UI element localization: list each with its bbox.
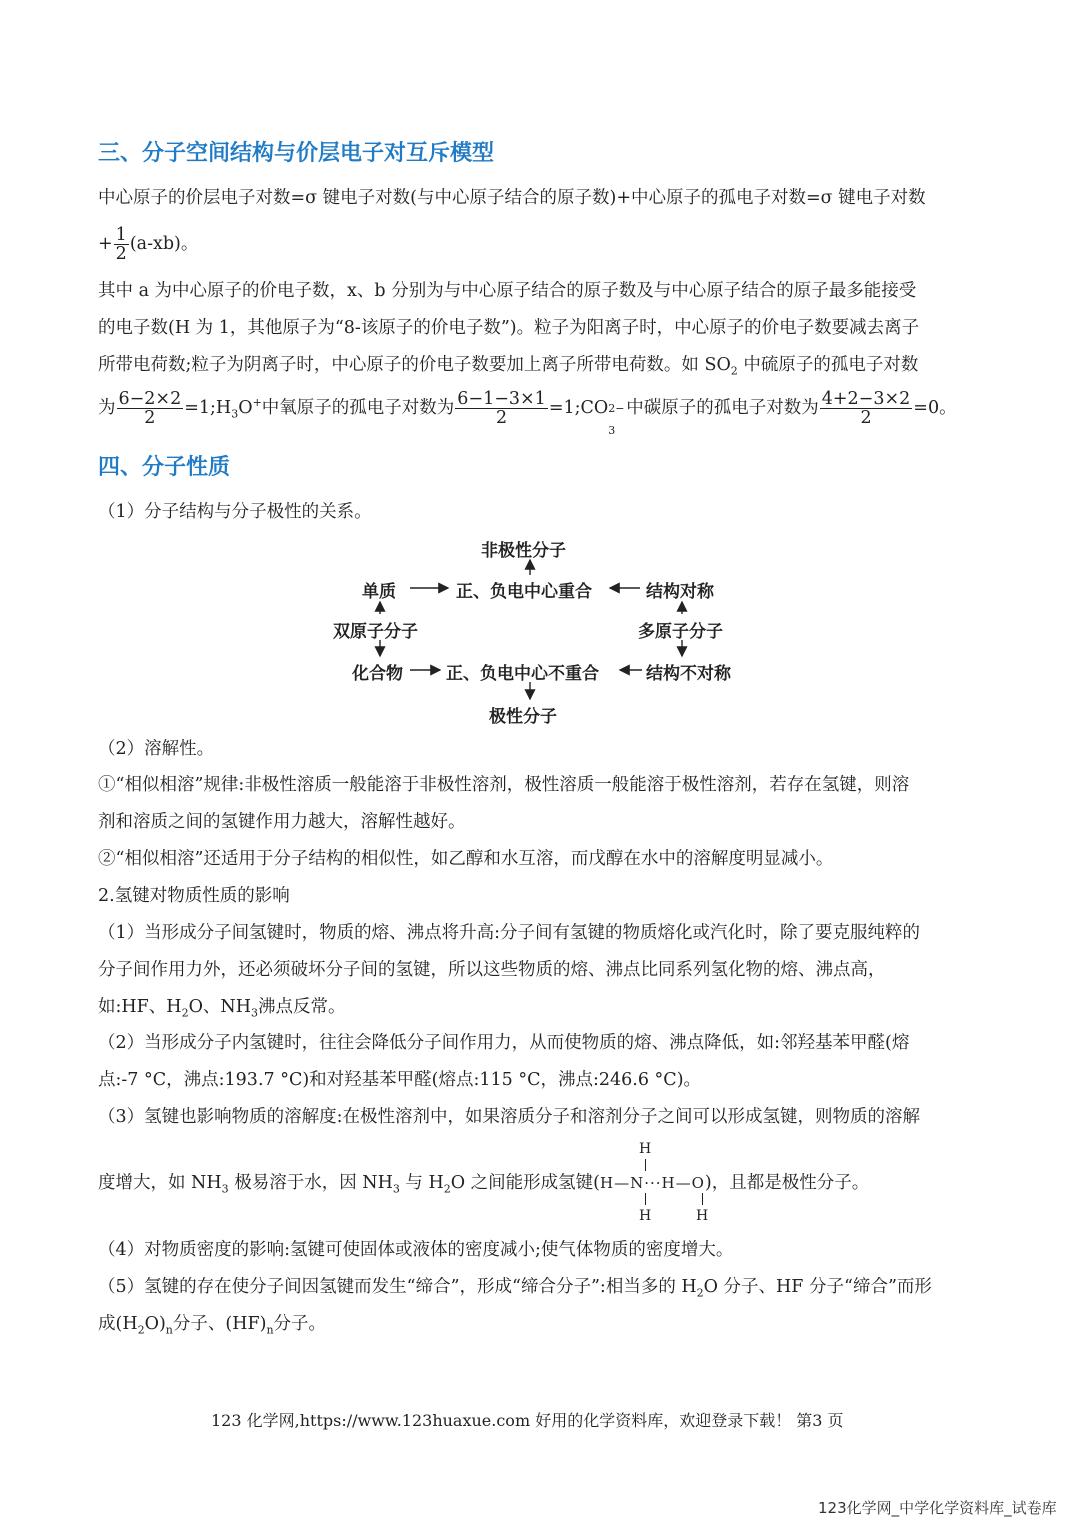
watermark: 123化学网_中学化学资料库_试卷库 (818, 1499, 1057, 1517)
page-footer: 123 化学网,https://www.123huaxue.com 好用的化学资料库，欢迎登录下载！ 第3 页 (211, 1411, 844, 1430)
hbond-formula: H—N···H—O (599, 1174, 705, 1192)
formula-bottom-h2: H (696, 1208, 709, 1224)
vsepr-formula-line: 中心原子的价层电子对数=σ 键电子对数(与中心原子结合的原子数)+中心原子的孤电子对数=σ 键电子对数 (98, 188, 926, 208)
hbond-2-line: 点:-7 °C，沸点:193.7 °C)和对羟基苯甲醛(熔点:115 °C，沸点:246.6 °C)。 (98, 1070, 702, 1090)
formula-bond-bottom-1 (645, 1193, 646, 1205)
hbond-1-line: 如:HF、$H_2O$、$NH_3$沸点反常。 (98, 997, 346, 1020)
node-polar: 极性分子 (489, 707, 557, 727)
polarity-diagram (320, 530, 760, 730)
hbond-5-line: 成$(H_2O)_n$分子、$(HF)_n$分子。 (98, 1314, 327, 1337)
node-simple: 单质 (362, 582, 396, 602)
hbond-3-line: （3）氢键也影响物质的溶解度:在极性溶剂中，如果溶质分子和溶剂分子之间可以形成氢键，则物质的溶解 (98, 1107, 921, 1127)
hbond-4: （4）对物质密度的影响:氢键可使固体或液体的密度减小;使气体物质的密度增大。 (98, 1240, 734, 1260)
formula-top-h: H (639, 1141, 652, 1157)
para-line: 其中 a 为中心原子的价电子数，x、b 分别为与中心原子结合的原子数及与中心原子结合的原子最多能接受 (98, 281, 917, 301)
section-4-title: 四、分子性质 (98, 455, 231, 480)
node-diatomic: 双原子分子 (333, 622, 418, 642)
item-1: （1）分子结构与分子极性的关系。 (98, 502, 372, 522)
rule-2: ②“相似相溶”还适用于分子结构的相似性，如乙醇和水互溶，而戊醇在水中的溶解度明显减小。 (98, 849, 834, 869)
formula-bond-bottom-2 (702, 1193, 703, 1205)
hbond-1-line: 分子间作用力外，还必须破坏分子间的氢键，所以这些物质的熔、沸点比同系列氢化物的熔、沸点高， (98, 960, 886, 980)
node-coincide: 正、负电中心重合 (456, 582, 592, 602)
formula-bond-top (645, 1159, 646, 1171)
lone-pair-examples: 为 $\frac{6-2\times 2}{2}$ $=1;H_3O^+$中氧原子的孤电子对数为 $\frac{6-1-3\times 1}{2}$ =1;CO 2− 3 中碳原子的孤电子对数为 $\frac{4+2-3\times 2}{2}$ =0。 (98, 389, 957, 437)
rule-1-line: ①“相似相溶”规律:非极性溶质一般能溶于非极性溶剂，极性溶质一般能溶于极性溶剂，若存在氢键，则溶 (98, 775, 910, 795)
hbond-2-line: （2）当形成分子内氢键时，往往会降低分子间作用力，从而使物质的熔、沸点降低，如:邻羟基苯甲醛(熔 (98, 1033, 910, 1053)
formula-bottom-h1: H (639, 1208, 652, 1224)
section-3-title: 三、分子空间结构与价层电子对互斥模型 (98, 141, 495, 166)
hbond-3-line: 度增大，如 $NH_3$ 极易溶于水，因 $NH_3$ 与 $H_2O$ 之间能形成氢键(H—N···H—O)，且都是极性分子。 (98, 1173, 870, 1196)
hbond-1-line: （1）当形成分子间氢键时，物质的熔、沸点将升高:分子间有氢键的物质熔化或汽化时，除了要克服纯粹的 (98, 923, 921, 943)
node-not-coincide: 正、负电中心不重合 (446, 664, 599, 684)
node-asymmetric: 结构不对称 (646, 664, 731, 684)
diagram-arrows (320, 530, 760, 730)
hbond-5-line: （5）氢键的存在使分子间因氢键而发生“缔合”，形成“缔合分子”:相当多的 $H_2O$ 分子、HF 分子“缔合”而形 (98, 1277, 932, 1300)
node-symmetric: 结构对称 (646, 582, 714, 602)
para-line: 的电子数(H 为 1，其他原子为“8-该原子的价电子数”)。粒子为阳离子时，中心原子的价电子数要减去离子 (98, 318, 920, 338)
node-nonpolar: 非极性分子 (481, 541, 566, 561)
para-line: 所带电荷数;粒子为阴离子时，中心原子的价电子数要加上离子所带电荷数。如 $SO_2$ 中硫原子的孤电子对数 (98, 355, 919, 378)
rule-1-line: 剂和溶质之间的氢键作用力越大，溶解性越好。 (98, 812, 466, 832)
hbond-title: 2.氢键对物质性质的影响 (98, 886, 290, 906)
vsepr-formula-cont: + $\frac{1}{2}$ (a-xb)。 (98, 225, 199, 264)
node-polyatomic: 多原子分子 (638, 622, 723, 642)
item-2: （2）溶解性。 (98, 739, 215, 759)
node-compound: 化合物 (352, 664, 403, 684)
